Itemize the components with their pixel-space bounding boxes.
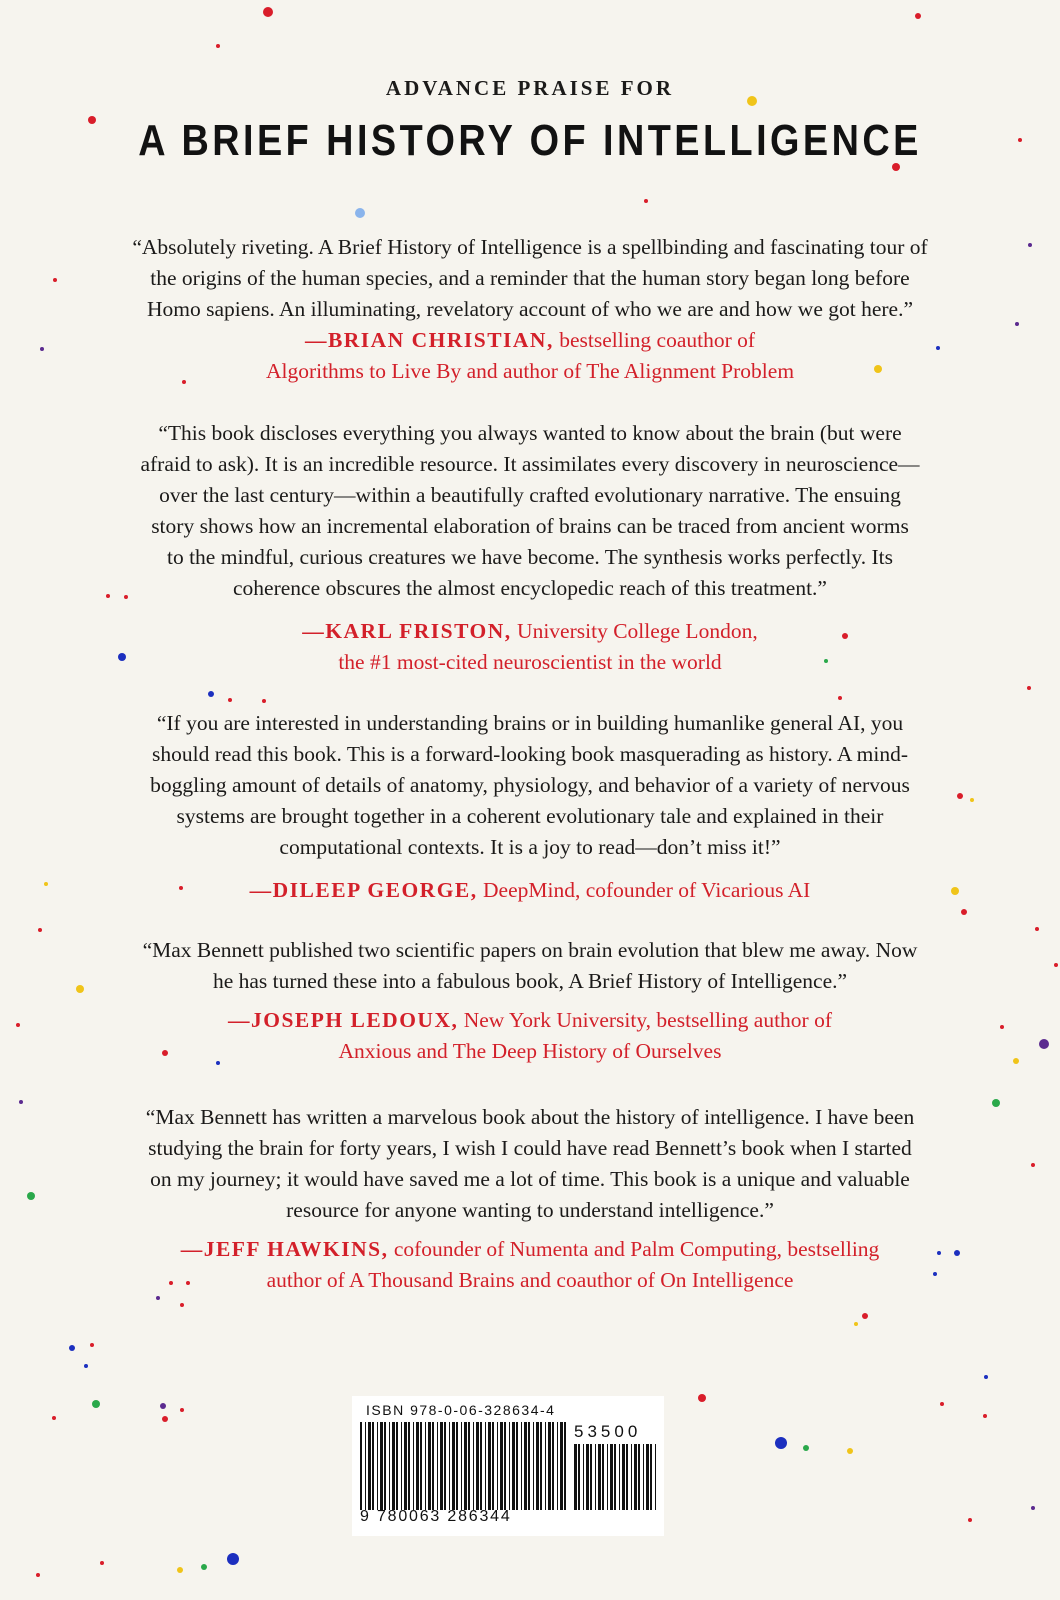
- barcode-bar: [384, 1422, 386, 1510]
- barcode-bar: [622, 1444, 625, 1510]
- barcode-bar: [420, 1422, 422, 1510]
- confetti-dot: [1013, 1058, 1019, 1064]
- confetti-dot: [1054, 963, 1058, 967]
- barcode-bar: [614, 1444, 616, 1510]
- confetti-dot: [84, 1364, 88, 1368]
- confetti-dot: [19, 1100, 23, 1104]
- confetti-dot: [968, 1518, 972, 1522]
- barcode-bar: [626, 1444, 628, 1510]
- barcode-bar: [437, 1422, 438, 1510]
- reviewer-desc: bestselling coauthor of: [559, 328, 756, 352]
- confetti-dot: [961, 909, 967, 915]
- confetti-dot: [156, 1296, 160, 1300]
- quote-line: the origins of the human species, and a reminder that the human story began long before: [150, 266, 910, 290]
- barcode-bar: [595, 1444, 596, 1510]
- quote-line: boggling amount of details of anatomy, physiology, and behavior of a variety of nervous: [150, 773, 910, 797]
- reviewer-desc: Algorithms to Live By and author of The Alignment Problem: [265, 359, 795, 383]
- reviewer-name: —KARL FRISTON,: [302, 619, 512, 643]
- confetti-dot: [162, 1416, 168, 1422]
- barcode-bar: [590, 1444, 592, 1510]
- barcode-bar: [413, 1422, 414, 1510]
- confetti-dot: [1039, 1039, 1049, 1049]
- reviewer-desc: cofounder of Numenta and Palm Computing, bestselling: [393, 1237, 880, 1261]
- barcode-bar: [545, 1422, 546, 1510]
- barcode-bar: [452, 1422, 455, 1510]
- barcode-bar: [488, 1422, 491, 1510]
- barcode-bar: [440, 1422, 443, 1510]
- barcode-bar: [404, 1422, 407, 1510]
- confetti-dot: [775, 1437, 787, 1449]
- barcode-bar: [365, 1422, 366, 1510]
- quote-line: over the last century—within a beautifully crafted evolutionary narrative. The ensuing: [159, 483, 901, 507]
- barcode-bar: [389, 1422, 390, 1510]
- confetti-dot: [263, 7, 273, 17]
- barcode-bar: [607, 1444, 608, 1510]
- barcode-bar: [392, 1422, 395, 1510]
- blurb-attribution: [70, 1234, 990, 1296]
- barcode-bar: [500, 1422, 503, 1510]
- barcode-bar: [650, 1444, 652, 1510]
- barcode-bar: [425, 1422, 426, 1510]
- barcode-bar: [396, 1422, 398, 1510]
- confetti-dot: [698, 1394, 706, 1402]
- quote-line: coherence obscures the almost encyclopedic reach of this treatment.”: [233, 576, 827, 600]
- confetti-dot: [208, 691, 214, 697]
- blurb-jeff-hawkins: [70, 1102, 990, 1296]
- confetti-dot: [1031, 1163, 1035, 1167]
- confetti-dot: [36, 1573, 40, 1577]
- confetti-dot: [38, 928, 42, 932]
- confetti-dot: [201, 1564, 207, 1570]
- quote-line: should read this book. This is a forward-looking book masquerading as history. A mind-: [152, 742, 908, 766]
- barcode-bar: [461, 1422, 462, 1510]
- barcode-digits: 9 780063 286344: [360, 1508, 512, 1525]
- blurb-dileep-george: [70, 708, 990, 906]
- barcode-bar: [401, 1422, 402, 1510]
- barcode-bar: [524, 1422, 527, 1510]
- barcode-bar: [619, 1444, 620, 1510]
- confetti-dot: [992, 1099, 1000, 1107]
- barcode-bar: [485, 1422, 486, 1510]
- barcode-bar: [521, 1422, 522, 1510]
- quote-line: “Absolutely riveting. A Brief History of Intelligence is a spellbinding and fascinating tour of: [132, 235, 928, 259]
- blurb-quote: [70, 232, 990, 325]
- confetti-dot: [1035, 927, 1039, 931]
- barcode-bar: [583, 1444, 584, 1510]
- blurb-attribution: [70, 325, 990, 387]
- confetti-dot: [100, 1561, 104, 1565]
- blurb-quote: [70, 1102, 990, 1226]
- confetti-dot: [216, 44, 220, 48]
- blurb-joseph-ledoux: [70, 935, 990, 1067]
- reviewer-desc: Anxious and The Deep History of Ourselves: [338, 1039, 722, 1063]
- blurb-attribution: [70, 875, 990, 906]
- confetti-dot: [180, 1303, 184, 1307]
- reviewer-desc: DeepMind, cofounder of Vicarious AI: [483, 878, 811, 902]
- confetti-dot: [44, 882, 48, 886]
- barcode-bar: [444, 1422, 446, 1510]
- reviewer-desc: author of A Thousand Brains and coauthor of On Intelligence: [266, 1268, 794, 1292]
- confetti-dot: [40, 347, 44, 351]
- confetti-dot: [355, 208, 365, 218]
- price-barcode-bars: [574, 1444, 656, 1510]
- confetti-dot: [838, 696, 842, 700]
- barcode-bar: [557, 1422, 558, 1510]
- quote-line: story shows how an incremental elaboration of brains can be traced from ancient worms: [151, 514, 909, 538]
- quote-line: computational contexts. It is a joy to read—don’t miss it!”: [279, 835, 781, 859]
- confetti-dot: [90, 1343, 94, 1347]
- confetti-dot: [92, 1400, 100, 1408]
- reviewer-name: —BRIAN CHRISTIAN,: [304, 328, 554, 352]
- barcode-bar: [464, 1422, 467, 1510]
- barcode-bar: [610, 1444, 613, 1510]
- barcode-bar: [540, 1422, 542, 1510]
- barcode-bar: [377, 1422, 378, 1510]
- barcode-bar: [432, 1422, 434, 1510]
- barcode-bar: [476, 1422, 479, 1510]
- barcode-bar: [372, 1422, 374, 1510]
- barcode-bar: [428, 1422, 431, 1510]
- blurb-quote: [70, 708, 990, 863]
- barcode-bar: [586, 1444, 589, 1510]
- barcode-bar: [512, 1422, 515, 1510]
- quote-line: he has turned these into a fabulous book, A Brief History of Intelligence.”: [212, 969, 848, 993]
- quote-line: Homo sapiens. An illuminating, revelatory account of who we are and how we got here.”: [146, 297, 913, 321]
- quote-line: studying the brain for forty years, I wish I could have read Bennett’s book when I started: [148, 1136, 912, 1160]
- barcode-bar: [643, 1444, 644, 1510]
- confetti-dot: [1018, 138, 1022, 142]
- reviewer-desc: University College London,: [517, 619, 758, 643]
- confetti-dot: [180, 1408, 184, 1412]
- quote-line: resource for anyone wanting to understand intelligence.”: [286, 1198, 774, 1222]
- barcode-bar: [646, 1444, 649, 1510]
- barcode-bar: [456, 1422, 458, 1510]
- barcode-bar: [564, 1422, 566, 1510]
- quote-line: “If you are interested in understanding brains or in building humanlike general AI, you: [156, 711, 904, 735]
- reviewer-desc: the #1 most-cited neuroscientist in the world: [338, 650, 722, 674]
- barcode-bar: [631, 1444, 632, 1510]
- barcode-bar: [602, 1444, 604, 1510]
- blurb-quote: [70, 418, 990, 604]
- barcode-bar: [560, 1422, 563, 1510]
- confetti-dot: [227, 1553, 239, 1565]
- barcode-bar: [368, 1422, 371, 1510]
- quote-line: on my journey; it would have saved me a lot of time. This book is a unique and valuable: [150, 1167, 910, 1191]
- barcode-bar: [504, 1422, 506, 1510]
- reviewer-name: —JEFF HAWKINS,: [180, 1237, 389, 1261]
- confetti-dot: [262, 699, 266, 703]
- barcode-bar: [516, 1422, 518, 1510]
- barcode-bar: [634, 1444, 637, 1510]
- confetti-dot: [27, 1192, 35, 1200]
- barcode-bar: [655, 1444, 656, 1510]
- confetti-dot: [52, 1416, 56, 1420]
- barcode-bar: [598, 1444, 601, 1510]
- confetti-dot: [803, 1445, 809, 1451]
- confetti-dot: [177, 1567, 183, 1573]
- barcode-bar: [480, 1422, 482, 1510]
- confetti-dot: [862, 1313, 868, 1319]
- confetti-dot: [983, 1414, 987, 1418]
- reviewer-desc: New York University, bestselling author of: [463, 1008, 832, 1032]
- quote-line: systems are brought together in a coherent evolutionary tale and explained in their: [176, 804, 884, 828]
- blurb-attribution: [70, 1005, 990, 1067]
- confetti-dot: [1031, 1506, 1035, 1510]
- quote-line: “Max Bennett has written a marvelous book about the history of intelligence. I have been: [145, 1105, 915, 1129]
- barcode-bar: [380, 1422, 383, 1510]
- isbn-barcode: [352, 1396, 664, 1536]
- price-code: 53500: [574, 1422, 642, 1441]
- confetti-dot: [940, 1402, 944, 1406]
- barcode-bar: [497, 1422, 498, 1510]
- isbn-label: ISBN 978-0-06-328634-4: [366, 1402, 556, 1418]
- confetti-dot: [1028, 243, 1032, 247]
- confetti-dot: [1000, 1025, 1004, 1029]
- blurb-brian-christian: [70, 232, 990, 387]
- confetti-dot: [16, 1023, 20, 1027]
- barcode-bar: [468, 1422, 470, 1510]
- barcode-bar: [360, 1422, 362, 1510]
- confetti-dot: [69, 1345, 75, 1351]
- reviewer-name: —DILEEP GEORGE,: [249, 878, 478, 902]
- confetti-dot: [847, 1448, 853, 1454]
- barcode-bar: [509, 1422, 510, 1510]
- confetti-dot: [160, 1403, 166, 1409]
- confetti-dot: [854, 1322, 858, 1326]
- quote-line: “Max Bennett published two scientific papers on brain evolution that blew me away. Now: [142, 938, 918, 962]
- book-title: A BRIEF HISTORY OF INTELLIGENCE: [138, 116, 922, 165]
- main-barcode-bars: [360, 1422, 568, 1510]
- barcode-bar: [578, 1444, 580, 1510]
- barcode-bar: [408, 1422, 410, 1510]
- barcode-bar: [552, 1422, 554, 1510]
- barcode-bar: [528, 1422, 530, 1510]
- confetti-dot: [1015, 322, 1019, 326]
- blurb-karl-friston: [70, 418, 990, 678]
- praise-kicker: ADVANCE PRAISE FOR: [385, 76, 675, 100]
- barcode-bar: [449, 1422, 450, 1510]
- confetti-dot: [644, 199, 648, 203]
- barcode-bar: [536, 1422, 539, 1510]
- blurb-attribution: [70, 616, 990, 678]
- confetti-dot: [1027, 686, 1031, 690]
- blurb-quote: [70, 935, 990, 997]
- confetti-dot: [228, 698, 232, 702]
- barcode-bar: [574, 1444, 577, 1510]
- quote-line: “This book discloses everything you always wanted to know about the brain (but were: [158, 421, 902, 445]
- barcode-bar: [473, 1422, 474, 1510]
- quote-line: afraid to ask). It is an incredible resource. It assimilates every discovery in neuroscience—: [140, 452, 920, 476]
- quote-line: to the mindful, curious creatures we have become. The synthesis works perfectly. Its: [166, 545, 893, 569]
- barcode-bar: [416, 1422, 419, 1510]
- barcode-bar: [638, 1444, 640, 1510]
- barcode-bar: [533, 1422, 534, 1510]
- barcode-bar: [492, 1422, 494, 1510]
- confetti-dot: [984, 1375, 988, 1379]
- reviewer-name: —JOSEPH LEDOUX,: [227, 1008, 459, 1032]
- confetti-dot: [915, 13, 921, 19]
- barcode-bar: [548, 1422, 551, 1510]
- confetti-dot: [53, 278, 57, 282]
